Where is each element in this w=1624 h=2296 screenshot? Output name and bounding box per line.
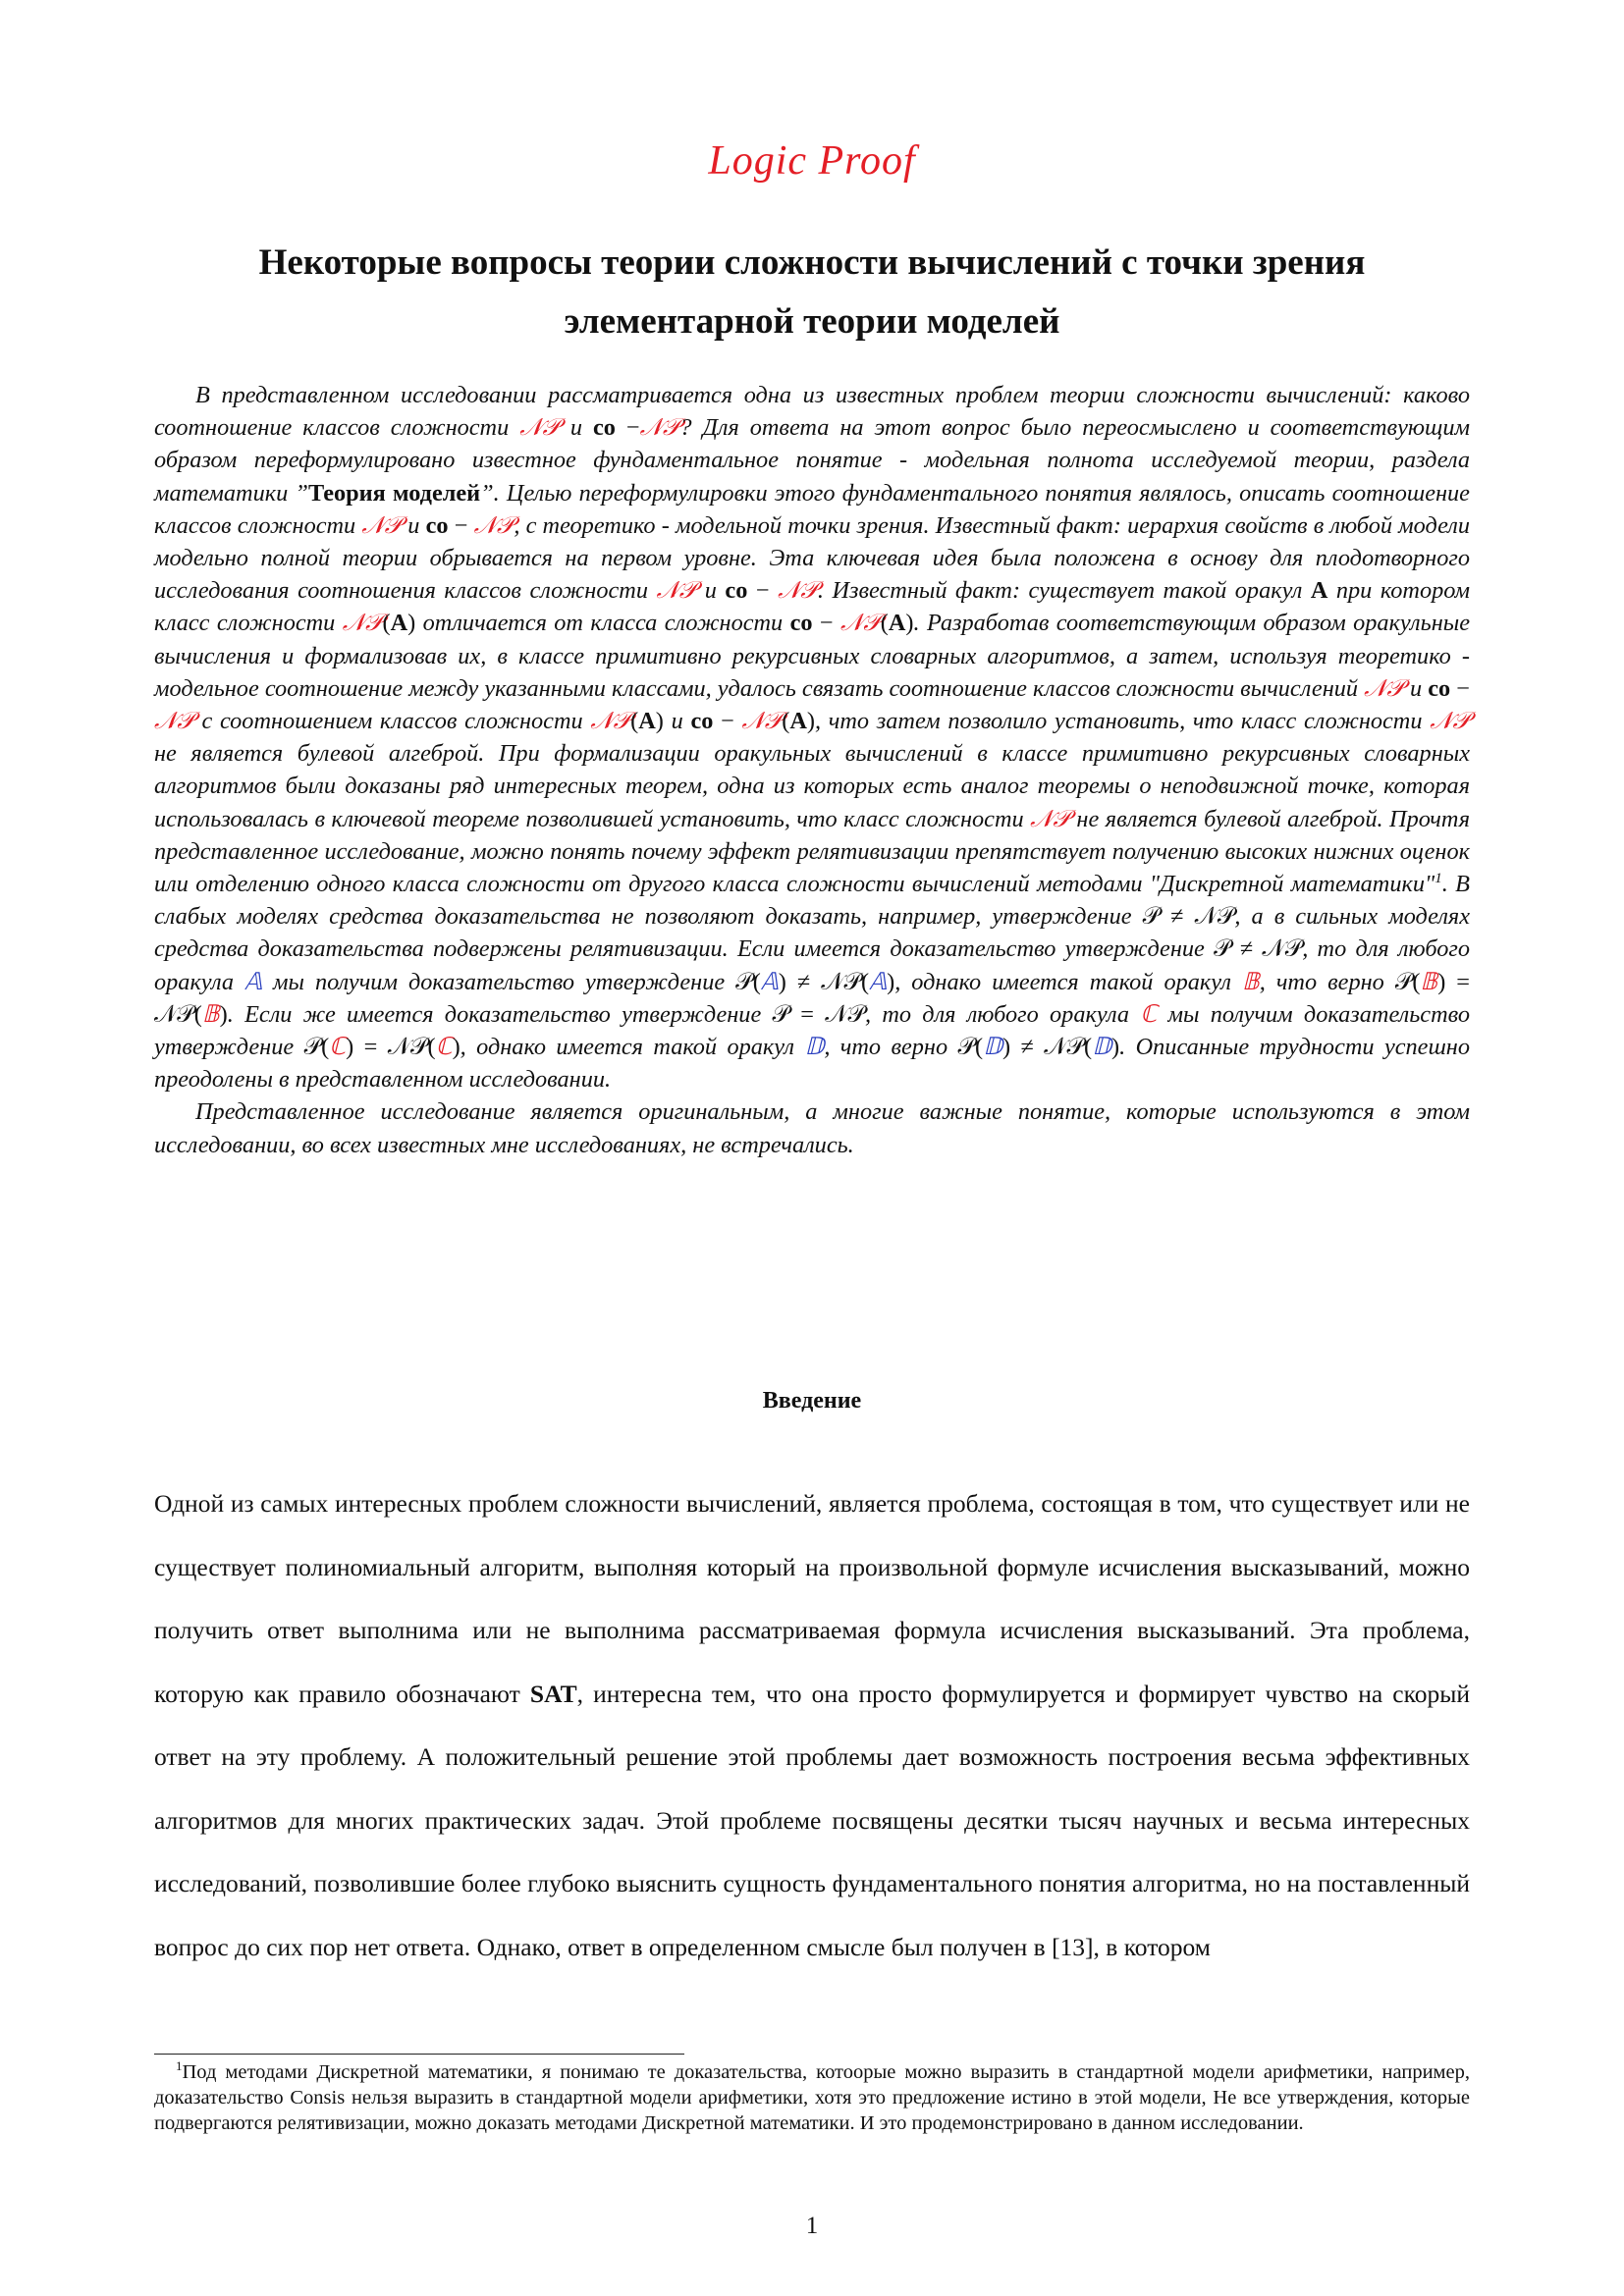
math-token: A	[638, 708, 656, 735]
math-token: 𝒩𝒫	[154, 708, 194, 735]
math-token: )	[655, 708, 664, 735]
math-token: −	[713, 708, 742, 735]
text-run: мы получим доказательство утверждение	[154, 1000, 1470, 1061]
math-token: −	[1450, 674, 1470, 702]
math-token: 𝒩𝒫	[639, 414, 680, 442]
text-run: ? Для ответа на этот вопрос было переосмыслено и соответствующим образом переформулировано известное фундаментальное понятие - модельная полнота исследуемой теории, раздела математики ”	[154, 414, 1471, 507]
text-run: , то для любого оракула	[865, 1000, 1141, 1028]
math-token: )	[887, 968, 895, 995]
math-token: 𝒫 ≠	[1142, 903, 1195, 931]
math-token: A	[1310, 577, 1328, 605]
math-token: 𝔻	[804, 1034, 825, 1061]
math-token: 𝒩𝒫	[839, 610, 881, 637]
footnote	[154, 2059, 1470, 2136]
text-run: . В слабых моделях средства доказательства не позволяют доказать, например, утверждение	[154, 871, 1470, 931]
abstract	[154, 379, 1470, 1161]
journal-title: Logic Proof	[708, 138, 916, 184]
math-token: 𝒩𝒫	[1364, 674, 1404, 702]
math-token: co	[1428, 674, 1451, 702]
text-run: , что затем позволило установить, что класс сложности	[815, 708, 1431, 735]
text-run: В представленном исследовании рассматривается одна из известных проблем теории сложности вычислений: каково соотношение классов сложности	[154, 382, 1470, 442]
math-token: 𝒩𝒫	[1194, 903, 1235, 931]
math-token: )	[806, 708, 816, 735]
text-run: , однако имеется такой оракул	[460, 1034, 805, 1061]
text-run: . Описанные трудности успешно преодолены в представленном исследовании.	[154, 1034, 1470, 1094]
text-run: , что верно	[1259, 968, 1395, 995]
math-token: 𝒩𝒫	[361, 511, 403, 539]
math-token: (	[630, 708, 639, 735]
math-token: )	[219, 1000, 228, 1028]
math-token: 𝒫 = 𝒩𝒫	[772, 1000, 866, 1028]
math-token: 𝔻	[1092, 1034, 1112, 1061]
footnote-divider	[154, 2054, 684, 2055]
math-token: 𝔸	[869, 968, 888, 995]
math-token: −	[812, 610, 840, 637]
text-run: отличается от класса сложности	[415, 610, 790, 637]
math-token: 𝒩𝒫	[590, 708, 631, 735]
text-run: , с теоретико - модельной точки зрения. Известный факт: иерархия свойств в любой модели модельно полной теории обрывается на первом уровне. Эта ключевая идея была положена в основу для плодотворного исследования соотношения классов сложности	[154, 511, 1470, 605]
math-token: 𝒩𝒫	[342, 610, 383, 637]
footnote-mark: 1	[176, 2058, 183, 2074]
text-run: и	[559, 414, 593, 442]
math-token: co	[789, 610, 813, 637]
math-token: 𝒫 ≠ 𝒩𝒫	[1214, 935, 1303, 963]
math-token: A	[390, 610, 408, 637]
math-token: ) ≠ 𝒩𝒫(	[1002, 1034, 1093, 1061]
math-token: (	[382, 610, 391, 637]
math-token: 𝒩𝒫	[1030, 805, 1070, 832]
math-token: ) = 𝒩𝒫(	[346, 1034, 436, 1061]
math-token: 𝒫(	[303, 1034, 330, 1061]
footnote-paragraph	[154, 2059, 1470, 2136]
math-token: ℂ	[329, 1034, 347, 1061]
math-token: 𝒩𝒫	[778, 577, 818, 605]
math-token: −	[615, 414, 640, 442]
math-token: 𝒩𝒫	[656, 577, 697, 605]
math-token: ) ≠ 𝒩𝒫(	[778, 968, 870, 995]
text-run: , что верно	[824, 1034, 958, 1061]
text-run: и	[663, 708, 691, 735]
math-token: ) = 𝒩𝒫(	[154, 968, 1470, 1028]
text-run: мы получим доказательство утверждение	[261, 968, 736, 995]
text-run: , то для любого оракула	[154, 935, 1470, 995]
paper-title: Некоторые вопросы теории сложности вычислений с точки зрения элементарной теории моделей	[258, 242, 1366, 342]
body-paragraph	[154, 1472, 1470, 1979]
text-run: . Известный факт: существует такой оракул	[817, 577, 1311, 605]
text-run: , интересна тем, что она просто формулируется и формирует чувство на скорый ответ на эту проблему. А положительный решение этой проблемы дает возможность построения весьма эффективных алгоритмов для многих практических задач. Этой проблеме посвящены десятки тысяч научных и весьма интересных исследований, позволившие более глубоко выяснить сущность фундаментального понятия алгоритма, но на поставленный вопрос до сих пор нет ответа. Однако, ответ в определенном смысле был получен в [13], в котором	[154, 1679, 1470, 1961]
math-token: )	[905, 610, 914, 637]
footnote-ref: 1	[1435, 870, 1442, 886]
math-token: 𝒫(	[1394, 968, 1421, 995]
text-run: . Разработав соответствующим образом оракульные вычисления и формализовав их, в классе примитивно рекурсивных словарных алгоритмов, а затем, используя теоретико - модельное соотношение между указанными классами, удалось связать соотношение классов сложности вычислений	[154, 610, 1471, 702]
math-token: co	[593, 414, 616, 442]
math-token: 𝔻	[983, 1034, 1003, 1061]
math-token: 𝔹	[201, 1000, 220, 1028]
abstract-paragraph-2: Представленное исследование является оригинальным, а многие важные понятие, которые используются в этом исследовании, во всех известных мне исследованиях, не встречались.	[154, 1098, 1470, 1158]
text-run: , а в сильных моделях средства доказательства подвержены релятивизации. Если имеется доказательство утверждение	[154, 903, 1470, 963]
math-token: 𝒫(	[957, 1034, 984, 1061]
text-run: Одной из самых интересных проблем сложности вычислений, является проблема, состоящая в том, что существует или не существует полиномиальный алгоритм, выполняя который на произвольной формуле исчисления высказываний, можно получить ответ выполнима или не выполнима рассматриваемая формула исчисления высказываний. Эта проблема, которую как правило обозначают	[154, 1489, 1470, 1708]
text-run: не является булевой алгеброй. Прочтя представленное исследование, можно понять почему эффект релятивизации препятствует получению высоких нижних оценок или отделению одного класса сложности от другого класса сложности вычислений методами "Дискретной математики"	[154, 805, 1470, 898]
math-token: ℂ	[1140, 1000, 1158, 1028]
math-token: (	[880, 610, 889, 637]
math-token: co	[725, 577, 748, 605]
math-token: −	[747, 577, 779, 605]
text-run: и	[1403, 674, 1429, 702]
text-run: , однако имеется такой оракул	[894, 968, 1242, 995]
text-run: и	[696, 577, 726, 605]
math-token: 𝔹	[1242, 968, 1260, 995]
math-token: 𝒩𝒫	[741, 708, 783, 735]
section-heading-introduction: Введение	[762, 1388, 862, 1414]
math-token: )	[452, 1034, 460, 1061]
math-token: SAT	[529, 1679, 577, 1708]
math-token: ℂ	[435, 1034, 453, 1061]
math-token: co	[690, 708, 714, 735]
math-token: −	[448, 511, 474, 539]
text-run: ”. Целью переформулировки этого фундаментального понятия являлось, описать соотношение классов сложности	[154, 479, 1470, 539]
math-token: A	[789, 708, 807, 735]
math-token: 𝔸	[244, 968, 262, 995]
math-token: Теория моделей	[307, 479, 481, 507]
math-token: co	[425, 511, 449, 539]
math-token: 𝒫(	[735, 968, 761, 995]
text-run: при котором класс сложности	[154, 577, 1470, 637]
math-token: )	[407, 610, 416, 637]
math-token: 𝒩𝒫	[473, 511, 514, 539]
math-token: 𝔸	[760, 968, 779, 995]
abstract-paragraph-1	[154, 379, 1470, 1095]
text-run: с соотношением классов сложности	[193, 708, 591, 735]
math-token: )	[1111, 1034, 1120, 1061]
text-run: и	[402, 511, 426, 539]
math-token: 𝒩𝒫	[1430, 708, 1470, 735]
text-run: не является булевой алгеброй. При формализации оракульных вычислений в классе примитивно рекурсивных словарных алгоритмов были доказаны ряд интересных теорем, одна из которых есть аналог теоремы о неподвижной точке, которая использовалась в ключевой теореме позволившей установить, что класс сложности	[154, 740, 1470, 832]
page-number: 1	[805, 2213, 819, 2239]
math-token: A	[888, 610, 906, 637]
math-token: 𝔹	[1420, 968, 1438, 995]
math-token: (	[782, 708, 790, 735]
body-text	[154, 1472, 1470, 1979]
math-token: 𝒩𝒫	[519, 414, 560, 442]
text-run: . Если же имеется доказательство утверждение	[227, 1000, 773, 1028]
footnote-text: Под методами Дискретной математики, я понимаю те доказательства, котоорые можно выразить в стандартной модели арифметики, например, доказательство Consis нельзя выразить в стандартной модели арифметики, хотя это предложение истино в этой модели, Не все утверждения, которые подвергаются релятивизации, можно доказать методами Дискретной математики. И это продемонстрировано в данном исследовании.	[154, 2061, 1470, 2134]
